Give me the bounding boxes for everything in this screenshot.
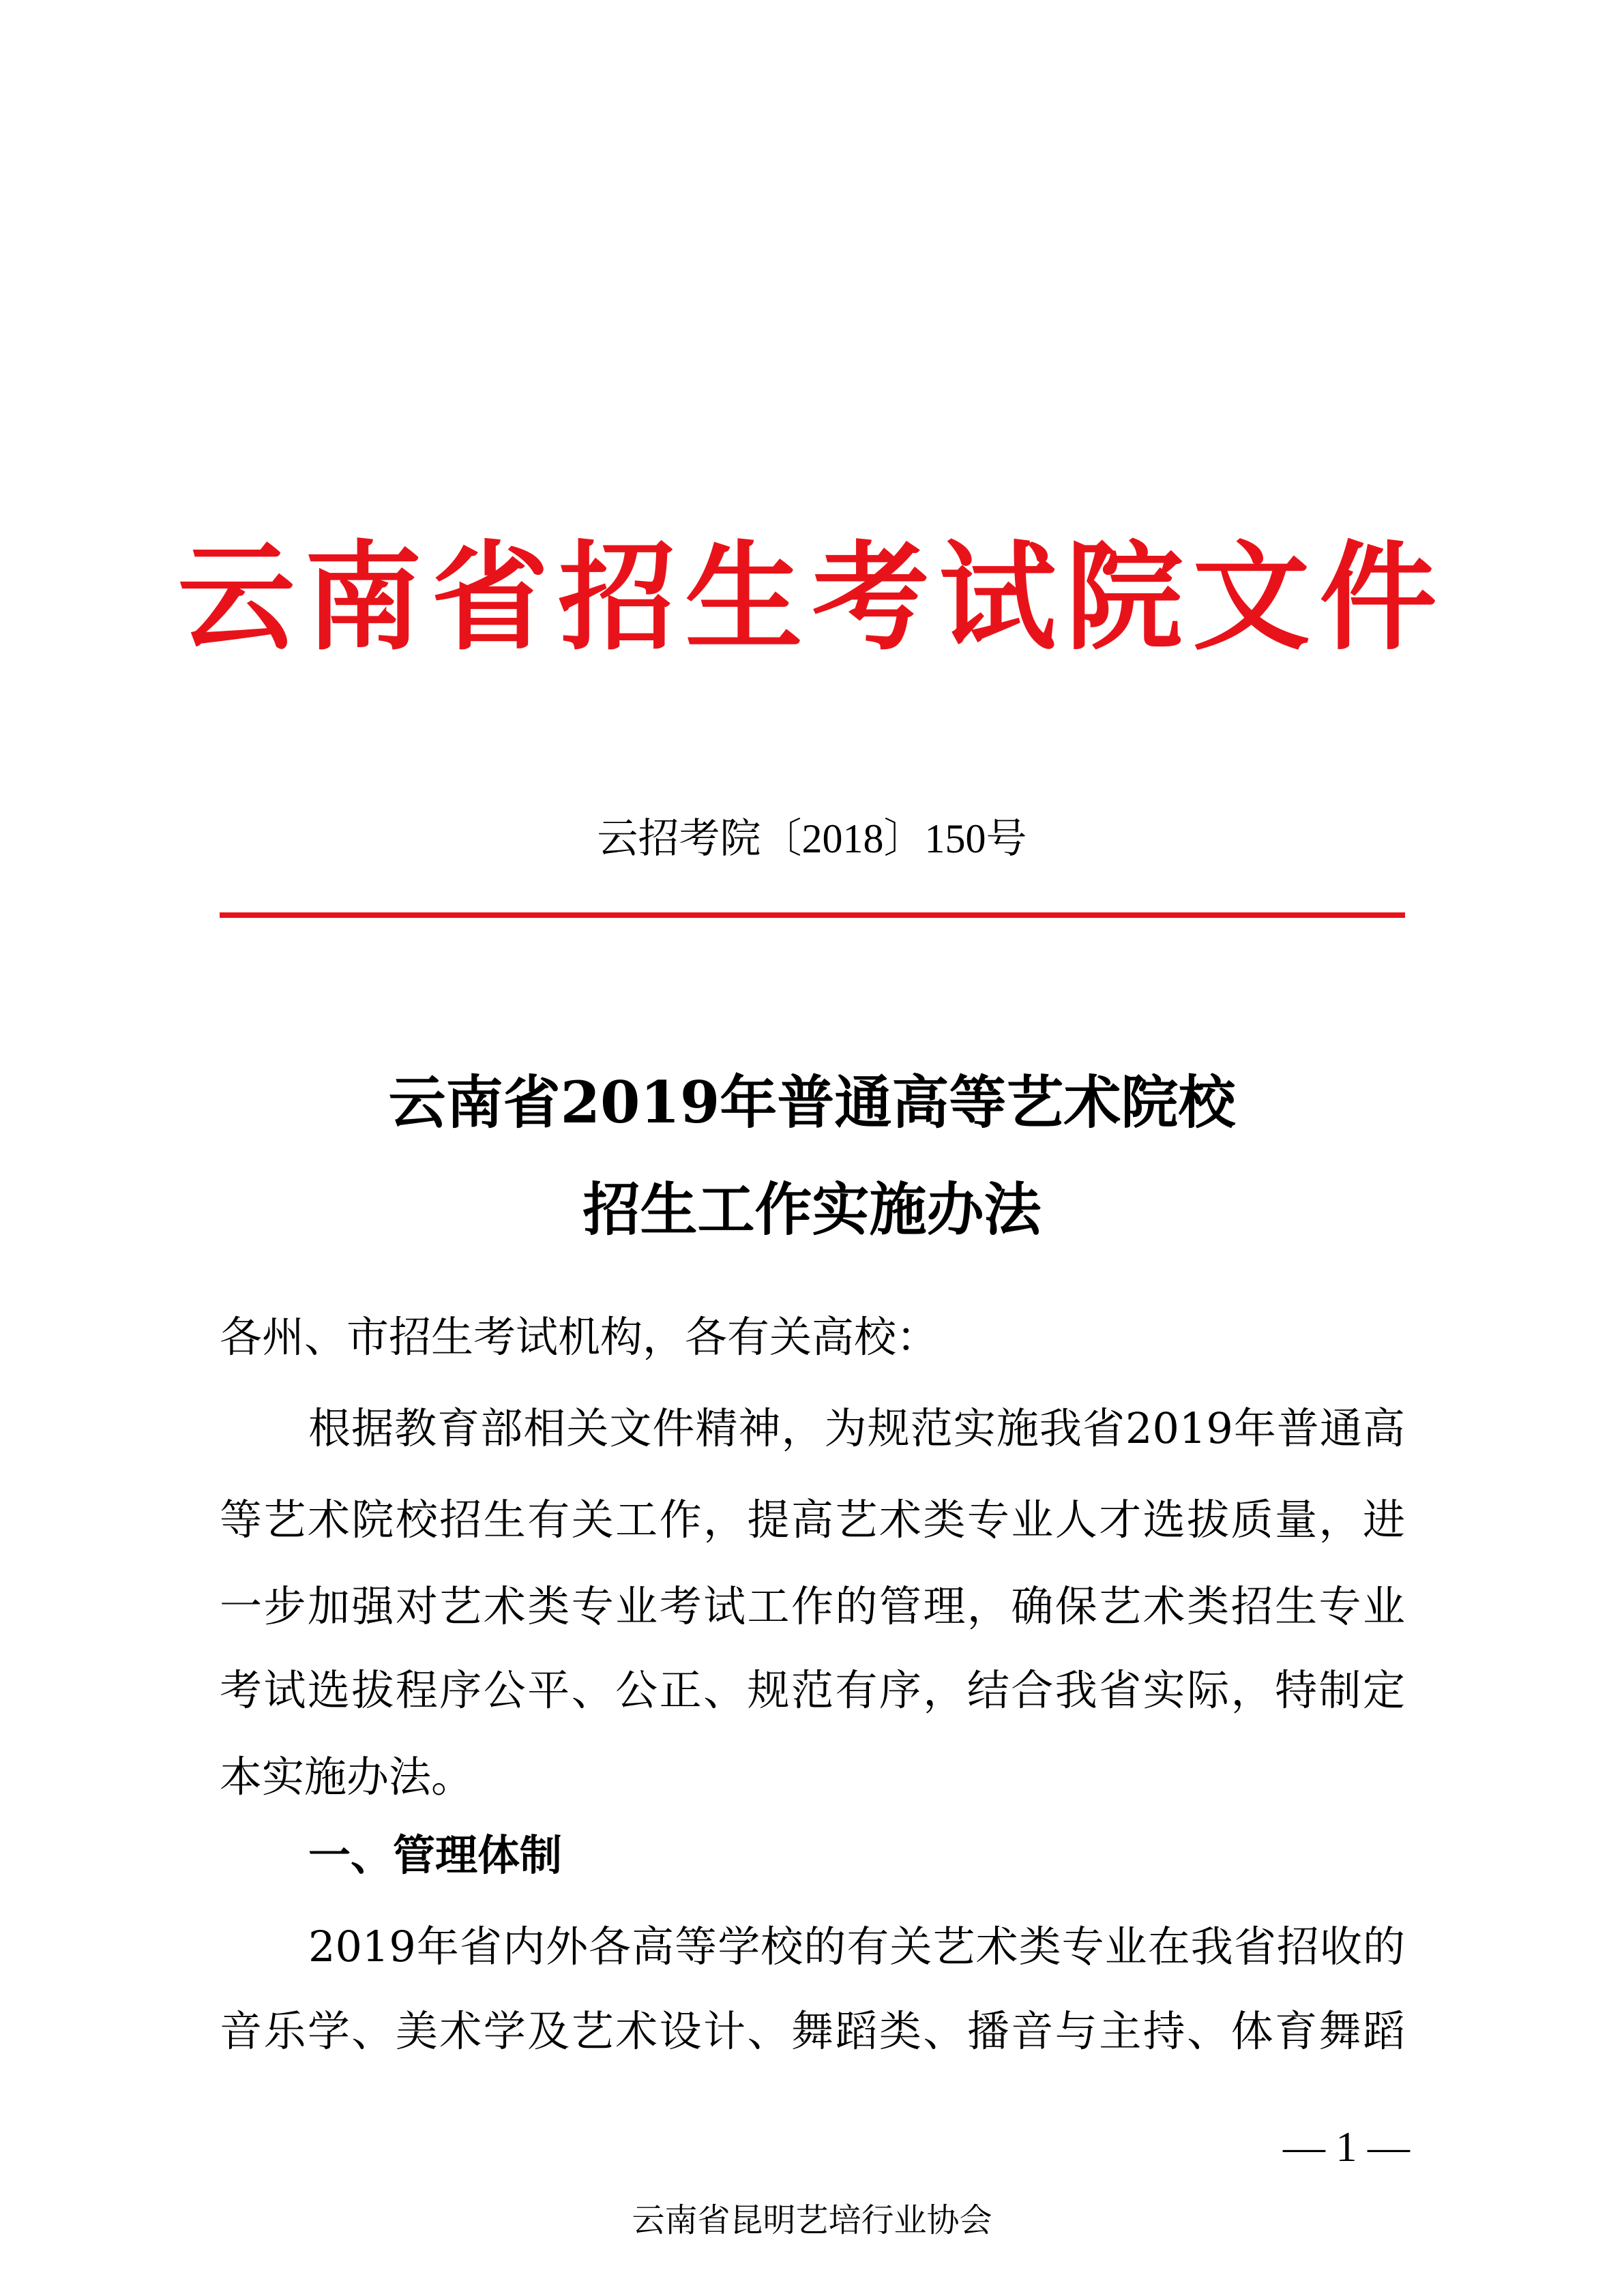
paragraph-1-line: 等艺术院校招生有关工作，提高艺术类专业人才选拔质量，进 [220,1495,1405,1545]
paragraph-1-line: 根据教育部相关文件精神，为规范实施我省2019年普通高 [308,1403,1405,1453]
issuing-authority-header: 云南省招生考试院文件 [177,528,1447,666]
page-number: — 1 — [1283,2124,1410,2171]
document-title-line-2: 招生工作实施办法 [582,1176,1042,1243]
paragraph-2-line: 2019年省内外各高等学校的有关艺术类专业在我省招收的 [308,1922,1405,1971]
document-number: 云招考院〔2018〕150号 [597,816,1027,861]
paragraph-2-line: 音乐学、美术学及艺术设计、舞蹈类、播音与主持、体育舞蹈 [220,2006,1405,2056]
paragraph-1-line: 一步加强对艺术类专业考试工作的管理，确保艺术类招生专业 [220,1581,1405,1631]
footer-organization: 云南省昆明艺培行业协会 [632,2201,992,2239]
paragraph-1-line: 考试选拔程序公平、公正、规范有序，结合我省实际，特制定 [220,1665,1405,1715]
paragraph-1-line: 本实施办法。 [220,1752,474,1802]
section-heading: 一、管理体制 [308,1830,563,1880]
salutation: 各州、市招生考试机构，各有关高校： [220,1312,939,1362]
red-separator-line [220,912,1405,918]
document-title-line-1: 云南省2019年普通高等艺术院校 [388,1069,1236,1136]
